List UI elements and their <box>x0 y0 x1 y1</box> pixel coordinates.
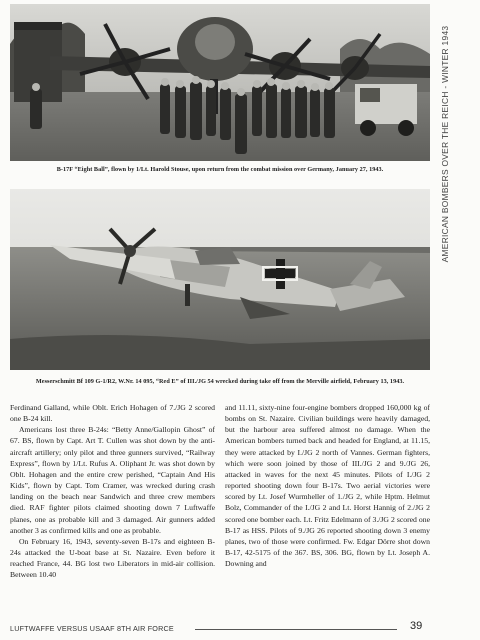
side-running-title <box>438 4 452 284</box>
photo-bf109-wreck <box>10 189 430 370</box>
photo-caption: B-17F “Eight Ball”, flown by 1/Lt. Harold Stouse, upon return from the combat mission over Germany, January 27, 1943. <box>56 166 384 173</box>
footer-running-title: LUFTWAFFE VERSUS USAAF 8TH AIR FORCE <box>10 624 174 633</box>
photo-b17-image <box>10 4 430 161</box>
text-column-left <box>10 402 215 581</box>
paragraph: and 11.11, sixty-nine four-engine bombers dropped 160,000 kg of bombs on St. Nazaire. Civilian buildings were heavily damaged, but the harbour area suffered almost no damage. When the American bombers turned back and headed for England, at 11.15, they were attacked by I./JG 2 north of Vannes. German fighters, which were soon joined by those of III./JG 2 and 9./JG 26, attacked in waves for the next 45 minutes. Pilots of I./JG 2 reported shooting down four B-17s. Two aerial victories were scored by Lt. Josef Wurmheller of 1./JG 2, while Hptm. Helmut Bolz, Commander of the I./JG 2 and Lt. Horst Hannig of 2./JG 2 scored one bomber each. Lt. Fritz Edelmann of 3./JG 2 scored one B-17 as HSS. Pilots of 9./JG 26 reported shooting down 3 enemy planes, two of those were confirmed. Fw. Edgar Dörre shot down B-17, 42-5175 of the 367. BS, 306. BG, flown by Lt. Joseph A. Downing and <box>225 403 430 569</box>
photo-caption: Messerschmitt Bf 109 G-1/R2, W.Nr. 14 095, “Red E” of III./JG 54 wrecked during take off from the Merville airfield, February 13, 1943. <box>35 378 405 385</box>
paragraph: Ferdinand Galland, while Oblt. Erich Hohagen of 7./JG 2 scored one B-24 kill. <box>10 403 215 424</box>
text-column-right <box>225 402 430 569</box>
photo-bf109-image <box>10 189 430 370</box>
photo-b17-eight-ball <box>10 4 430 161</box>
page-number: 39 <box>410 620 423 632</box>
paragraph: Americans lost three B-24s: “Betty Anne/Gallopin Ghost” of 67. BS, flown by Capt. Art T. Cullen was shot down by the anti-aircraft artillery; only pilot and three gunners survived, “Railway Express”, flown by 1/Lt. Rufus A. Oliphant Jr. was shot down by Oblt. Hohagen and the entire crew perished, “Captain And His Kids”, flown by Capt. Tom Cramer, was wrecked during crash landing on the beach near Sandwich and three crew members died. RAF fighter pilots claimed shooting down 7 Luftwaffe planes, one as probable kill and 3 damaged. Air gunners added another 3 as confirmed kills and one as probable. <box>10 425 215 535</box>
paragraph: On February 16, 1943, seventy-seven B-17s and eighteen B-24s attacked the U-boat base at St. Nazaire. Even before it reached France, 44. BG lost two Liberators in mid-air collision. Between 10.40 <box>10 536 215 580</box>
footer-rule <box>195 629 397 630</box>
side-running-title-text: AMERICAN BOMBERS OVER THE REICH - WINTER 1943 <box>440 25 450 263</box>
